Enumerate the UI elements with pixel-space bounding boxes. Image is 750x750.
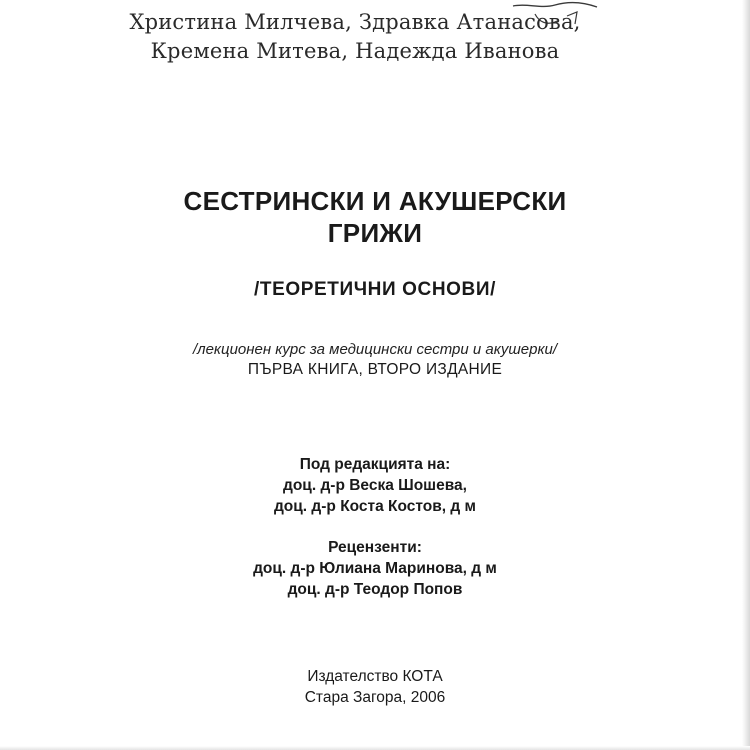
publisher-name: Издателство КОТА xyxy=(307,668,443,685)
book-title-line-2: ГРИЖИ xyxy=(327,218,423,248)
reviewers-heading: Рецензенти: xyxy=(328,539,422,556)
editor-name: доц. д-р Веска Шошева, xyxy=(283,477,467,494)
publisher-place-year: Стара Загора, 2006 xyxy=(304,689,446,706)
editors-block xyxy=(60,454,690,517)
book-subtitle: /ТЕОРЕТИЧНИ ОСНОВИ/ xyxy=(253,279,496,300)
editor-name: доц. д-р Коста Костов, д м xyxy=(273,498,477,515)
reviewers-block xyxy=(60,537,690,600)
book-title-line-1: СЕСТРИНСКИ И АКУШЕРСКИ xyxy=(183,186,567,216)
authors-line-1: Христина Милчева, Здравка Атанасова, xyxy=(129,10,581,34)
authors-block xyxy=(115,8,595,66)
edition-label: ПЪРВА КНИГА, ВТОРО ИЗДАНИЕ xyxy=(247,361,503,378)
scan-edge-shadow xyxy=(742,0,750,750)
reviewer-name: доц. д-р Теодор Попов xyxy=(287,581,463,598)
publisher-block xyxy=(60,666,690,708)
editors-heading: Под редакцията на: xyxy=(299,456,451,473)
authors-line-2: Кремена Митева, Надежда Иванова xyxy=(150,39,560,63)
book-title xyxy=(60,185,690,249)
scan-edge-bottom-shadow xyxy=(0,746,750,750)
course-description: /лекционен курс за медицински сестри и акушерки/ xyxy=(192,341,558,358)
reviewer-name: доц. д-р Юлиана Маринова, д м xyxy=(253,560,497,577)
